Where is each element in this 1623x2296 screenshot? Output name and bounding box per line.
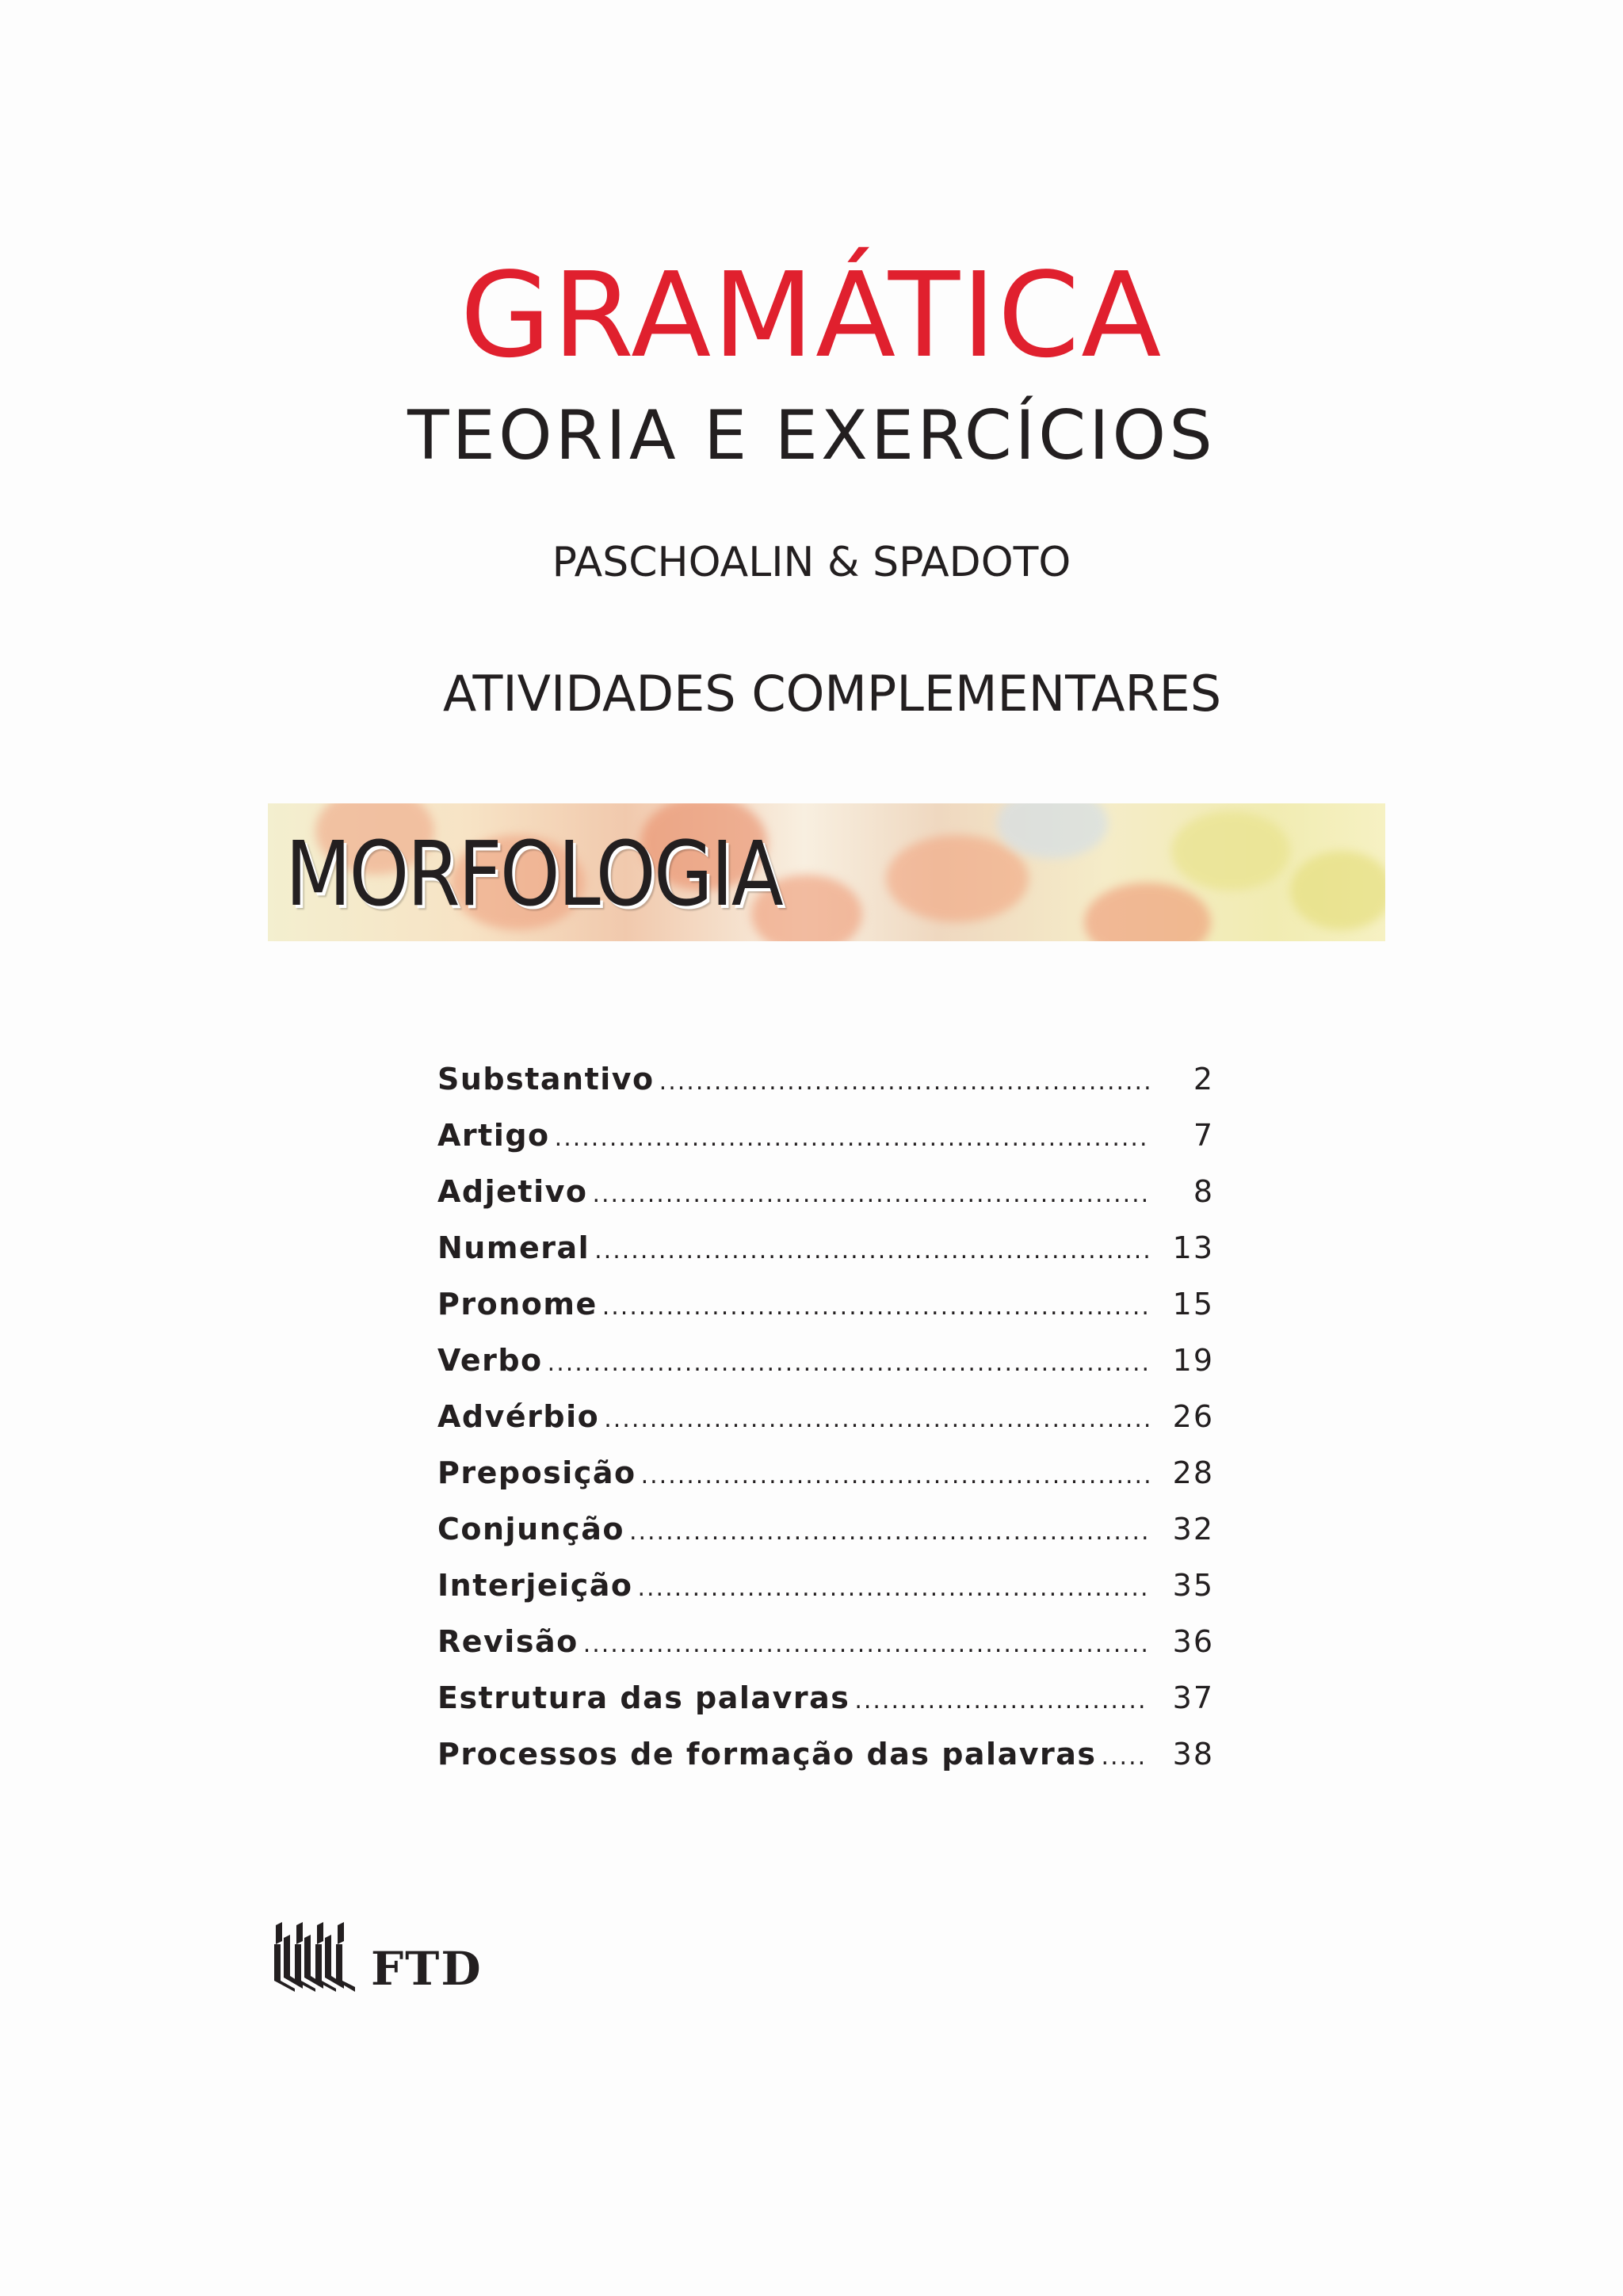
toc-item <box>437 1174 1214 1230</box>
toc-item-page: 13 <box>1172 1230 1214 1265</box>
book-title: GRAMÁTICA <box>460 247 1163 383</box>
toc-item <box>437 1287 1214 1343</box>
toc-item-label: Revisão <box>437 1624 579 1659</box>
publisher-name: FTD <box>371 1942 483 1996</box>
toc-dot-leader <box>659 1068 1149 1096</box>
toc-dot-leader <box>604 1405 1149 1433</box>
toc-item <box>437 1230 1214 1287</box>
toc-dot-leader <box>548 1349 1149 1377</box>
toc-item <box>437 1680 1214 1737</box>
toc-item-label: Interjeição <box>437 1568 633 1603</box>
toc-dot-leader <box>637 1574 1149 1602</box>
toc-item-page: 19 <box>1172 1343 1214 1378</box>
toc-item-label: Conjunção <box>437 1512 624 1547</box>
toc-item-label: Substantivo <box>437 1062 655 1097</box>
toc-item-page: 8 <box>1193 1174 1214 1209</box>
toc-item-label: Advérbio <box>437 1399 600 1434</box>
ftd-logo-icon <box>271 1920 357 1992</box>
morfologia-banner <box>268 803 1385 941</box>
toc-item-label: Adjetivo <box>437 1174 588 1209</box>
toc-dot-leader <box>592 1180 1149 1208</box>
toc-item-page: 2 <box>1193 1062 1214 1097</box>
toc-item-page: 7 <box>1193 1118 1214 1153</box>
toc-dot-leader <box>583 1630 1149 1658</box>
toc-dot-leader <box>1101 1743 1149 1771</box>
banner-title: MORFOLOGIA <box>285 823 782 926</box>
toc-item <box>437 1737 1214 1793</box>
toc-dot-leader <box>641 1462 1149 1489</box>
toc-dot-leader <box>594 1237 1149 1264</box>
toc-dot-leader <box>555 1124 1149 1152</box>
toc-item-page: 15 <box>1172 1287 1214 1322</box>
publisher-logo <box>271 1920 483 1996</box>
toc-item <box>437 1343 1214 1399</box>
book-subtitle: TEORIA E EXERCÍCIOS <box>407 396 1216 475</box>
table-of-contents <box>437 1062 1214 1793</box>
toc-item-page: 35 <box>1172 1568 1214 1603</box>
toc-item-label: Pronome <box>437 1287 598 1322</box>
toc-item <box>437 1118 1214 1174</box>
toc-item <box>437 1512 1214 1568</box>
toc-dot-leader <box>854 1687 1149 1714</box>
toc-item-label: Numeral <box>437 1230 590 1265</box>
toc-item-label: Verbo <box>437 1343 543 1378</box>
toc-item <box>437 1568 1214 1624</box>
toc-item-page: 26 <box>1172 1399 1214 1434</box>
toc-dot-leader <box>602 1293 1149 1321</box>
toc-item-label: Estrutura das palavras <box>437 1680 850 1715</box>
section-heading: ATIVIDADES COMPLEMENTARES <box>442 665 1222 723</box>
toc-item <box>437 1062 1214 1118</box>
toc-item <box>437 1624 1214 1680</box>
toc-item-page: 37 <box>1172 1680 1214 1715</box>
toc-item-label: Processos de formação das palavras <box>437 1737 1097 1772</box>
toc-item-page: 36 <box>1172 1624 1214 1659</box>
toc-dot-leader <box>629 1518 1149 1546</box>
toc-item-label: Preposição <box>437 1455 636 1490</box>
toc-item-page: 28 <box>1172 1455 1214 1490</box>
toc-item <box>437 1455 1214 1512</box>
toc-item-label: Artigo <box>437 1118 550 1153</box>
book-authors: PASCHOALIN & SPADOTO <box>552 539 1071 586</box>
toc-item-page: 38 <box>1172 1737 1214 1772</box>
toc-item <box>437 1399 1214 1455</box>
toc-item-page: 32 <box>1172 1512 1214 1547</box>
